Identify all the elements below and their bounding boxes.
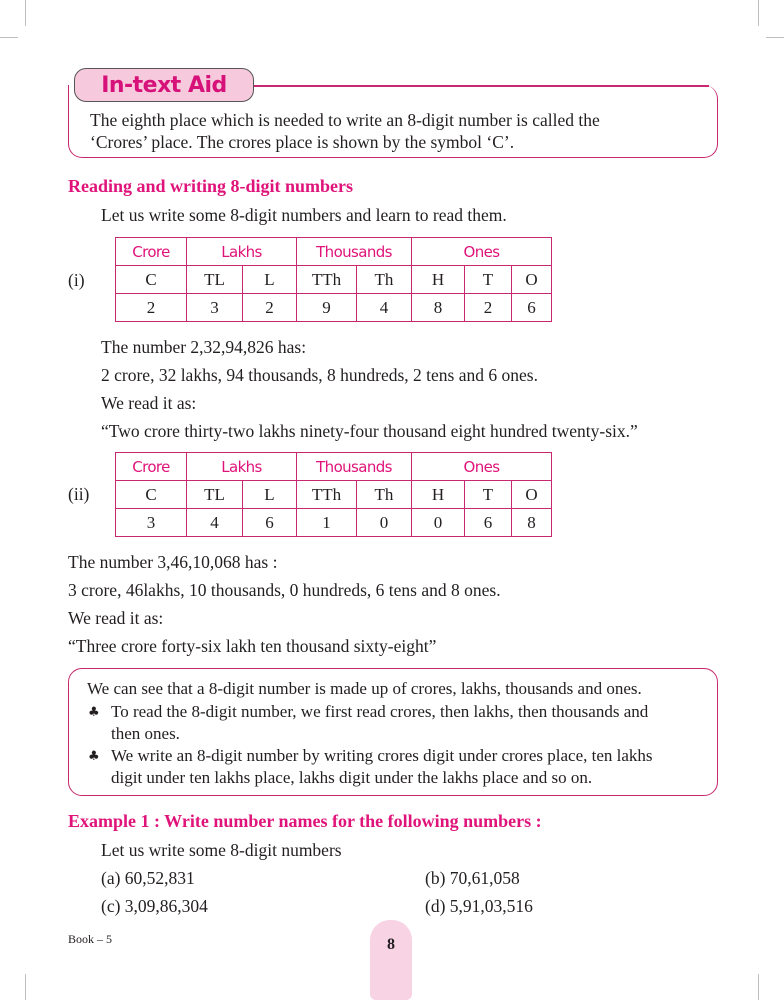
group-thousands: Thousands [297,238,412,266]
place-cell: TTh [297,266,357,294]
digit-cell: 1 [297,509,357,537]
group-crore: Crore [116,453,187,481]
table-digit-row [116,294,552,322]
digit-cell: 9 [297,294,357,322]
intext-aid-line-1: The eighth place which is needed to write an 8-digit number is called the [90,110,600,130]
place-cell: Th [357,481,412,509]
crop-mark [758,0,759,26]
place-cell: Th [357,266,412,294]
intext-aid-title: In-text Aid [74,68,254,102]
note-bullet-2-line-2: digit under ten lakhs place, lakhs digit under the lakhs place and so on. [111,768,593,787]
example-ii-breakdown: 3 crore, 46lakhs, 10 thousands, 0 hundreds, 6 tens and 8 ones. [68,580,501,600]
digit-cell: 6 [512,294,552,322]
table-group-row [116,238,552,266]
table-group-row [116,453,552,481]
place-cell: TL [187,266,243,294]
digit-cell: 4 [187,509,243,537]
club-bullet-icon: ♣ [88,749,100,764]
intext-aid-top-rule [254,85,709,87]
example-i-reading: “Two crore thirty-two lakhs ninety-four thousand eight hundred twenty-six.” [101,421,638,441]
place-value-table-ii [115,452,552,537]
example-1-item-a: (a) 60,52,831 [101,868,195,888]
group-ones: Ones [412,453,552,481]
crop-mark [758,974,759,1000]
digit-cell: 4 [357,294,412,322]
example-1-heading: Example 1 : Write number names for the following numbers : [68,811,542,831]
example-1-item-b: (b) 70,61,058 [425,868,520,888]
place-cell: O [512,481,552,509]
digit-cell: 6 [243,509,297,537]
note-bullet-1-line-1: To read the 8-digit number, we first read crores, then lakhs, then thousands and [111,702,649,721]
example-i-breakdown: 2 crore, 32 lakhs, 94 thousands, 8 hundreds, 2 tens and 6 ones. [101,365,538,385]
digit-cell: 2 [116,294,187,322]
digit-cell: 3 [187,294,243,322]
place-cell: C [116,481,187,509]
place-cell: L [243,481,297,509]
example-1-intro: Let us write some 8-digit numbers [101,840,342,860]
example-1-item-d: (d) 5,91,03,516 [425,896,533,916]
place-cell: O [512,266,552,294]
note-bullet-2-line-1: We write an 8-digit number by writing crores digit under crores place, ten lakhs [111,746,653,765]
digit-cell: 8 [412,294,465,322]
club-bullet-icon: ♣ [88,705,100,720]
example-ii-reading: “Three crore forty-six lakh ten thousand sixty-eight” [68,636,437,656]
place-cell: TTh [297,481,357,509]
example-1-item-c: (c) 3,09,86,304 [101,896,208,916]
note-bullet-1-line-2: then ones. [111,724,180,743]
example-i-has: The number 2,32,94,826 has: [101,337,307,357]
section-intro: Let us write some 8-digit numbers and learn to read them. [101,205,507,225]
place-cell: H [412,481,465,509]
digit-cell: 2 [243,294,297,322]
example-ii-has: The number 3,46,10,068 has : [68,552,278,572]
group-ones: Ones [412,238,552,266]
crop-mark [25,974,26,1000]
group-lakhs: Lakhs [187,238,297,266]
crop-mark [766,37,784,38]
intext-aid-line-2: ‘Crores’ place. The crores place is shown by the symbol ‘C’. [90,132,515,152]
digit-cell: 3 [116,509,187,537]
place-cell: L [243,266,297,294]
crop-mark [25,0,26,26]
page-number: 8 [370,920,412,1000]
table-i-label: (i) [68,270,85,290]
digit-cell: 8 [512,509,552,537]
table-place-row [116,266,552,294]
digit-cell: 2 [465,294,512,322]
footer-book-label: Book – 5 [68,932,113,946]
example-ii-read-label: We read it as: [68,608,164,628]
group-crore: Crore [116,238,187,266]
group-lakhs: Lakhs [187,453,297,481]
digit-cell: 0 [412,509,465,537]
example-i-read-label: We read it as: [101,393,197,413]
section-heading: Reading and writing 8-digit numbers [68,176,354,196]
place-value-table-i [115,237,552,322]
place-cell: H [412,266,465,294]
crop-mark [0,37,18,38]
group-thousands: Thousands [297,453,412,481]
place-cell: TL [187,481,243,509]
place-cell: T [465,266,512,294]
table-place-row [116,481,552,509]
note-line: We can see that a 8-digit number is made up of crores, lakhs, thousands and ones. [87,679,642,698]
place-cell: C [116,266,187,294]
table-ii-label: (ii) [68,484,90,504]
place-cell: T [465,481,512,509]
digit-cell: 6 [465,509,512,537]
table-digit-row [116,509,552,537]
digit-cell: 0 [357,509,412,537]
